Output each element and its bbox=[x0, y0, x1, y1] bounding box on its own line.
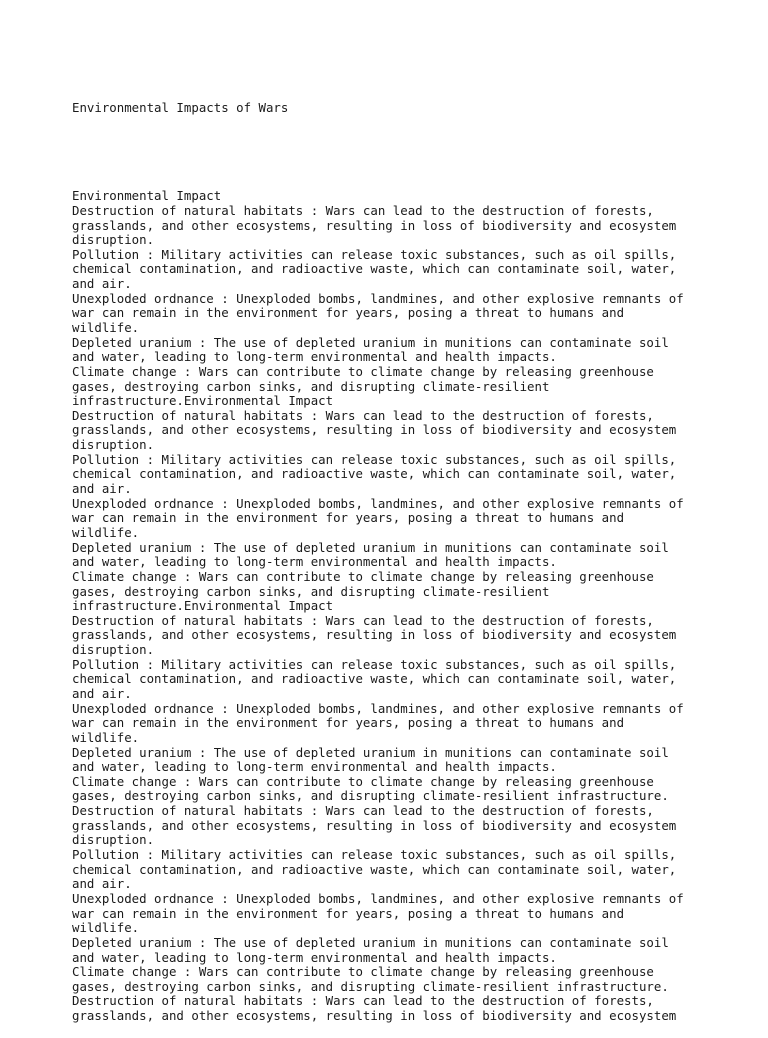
text-line: Pollution : Military activities can release toxic substances, such as oil spills, bbox=[72, 246, 677, 262]
text-line: grasslands, and other ecosystems, resulting in loss of biodiversity and ecosystem bbox=[72, 817, 677, 833]
text-line: gases, destroying carbon sinks, and disrupting climate-resilient bbox=[72, 583, 550, 599]
text-line: and air. bbox=[72, 481, 132, 497]
text-line: chemical contamination, and radioactive waste, which can contaminate soil, water, bbox=[72, 261, 677, 277]
text-line: Depleted uranium : The use of depleted uranium in munitions can contaminate soil bbox=[72, 334, 669, 350]
text-line: Destruction of natural habitats : Wars can lead to the destruction of forests, bbox=[72, 803, 654, 819]
text-line: chemical contamination, and radioactive waste, which can contaminate soil, water, bbox=[72, 671, 677, 687]
text-line: wildlife. bbox=[72, 729, 140, 745]
text-line: chemical contamination, and radioactive waste, which can contaminate soil, water, bbox=[72, 466, 677, 482]
text-line: and water, leading to long-term environmental and health impacts. bbox=[72, 949, 557, 965]
text-line: war can remain in the environment for years, posing a threat to humans and bbox=[72, 715, 625, 731]
document-title: Environmental Impacts of Wars bbox=[72, 100, 289, 116]
text-line: disruption. bbox=[72, 832, 155, 848]
text-line: Environmental Impact bbox=[72, 188, 222, 204]
text-line: Climate change : Wars can contribute to climate change by releasing greenhouse bbox=[72, 568, 654, 584]
text-line: Destruction of natural habitats : Wars can lead to the destruction of forests, bbox=[72, 612, 654, 628]
text-line: grasslands, and other ecosystems, resulting in loss of biodiversity and ecosystem bbox=[72, 627, 677, 643]
text-line: grasslands, and other ecosystems, resulting in loss of biodiversity and ecosystem bbox=[72, 422, 677, 438]
text-line: Unexploded ordnance : Unexploded bombs, landmines, and other explosive remnants of bbox=[72, 290, 684, 306]
text-line: war can remain in the environment for years, posing a threat to humans and bbox=[72, 305, 625, 321]
text-line: Pollution : Military activities can release toxic substances, such as oil spills, bbox=[72, 656, 677, 672]
text-line: war can remain in the environment for years, posing a threat to humans and bbox=[72, 905, 625, 921]
text-line: and air. bbox=[72, 686, 132, 701]
text-line: chemical contamination, and radioactive waste, which can contaminate soil, water, bbox=[72, 861, 677, 877]
text-line: wildlife. bbox=[72, 524, 140, 540]
text-line: and water, leading to long-term environmental and health impacts. bbox=[72, 349, 557, 365]
text-line: Climate change : Wars can contribute to climate change by releasing greenhouse bbox=[72, 773, 654, 789]
text-line: Pollution : Military activities can release toxic substances, such as oil spills, bbox=[72, 847, 677, 863]
text-line: Depleted uranium : The use of depleted uranium in munitions can contaminate soil bbox=[72, 934, 669, 950]
text-line: infrastructure.Environmental Impact bbox=[72, 393, 334, 409]
text-line: gases, destroying carbon sinks, and disrupting climate-resilient bbox=[72, 378, 550, 394]
text-line: wildlife. bbox=[72, 319, 140, 335]
text-line: grasslands, and other ecosystems, resulting in loss of biodiversity and ecosystem bbox=[72, 1008, 677, 1024]
text-line: Depleted uranium : The use of depleted uranium in munitions can contaminate soil bbox=[72, 539, 669, 555]
text-line: Climate change : Wars can contribute to climate change by releasing greenhouse bbox=[72, 964, 654, 980]
text-line: Destruction of natural habitats : Wars can lead to the destruction of forests, bbox=[72, 407, 654, 423]
text-line: and water, leading to long-term environmental and health impacts. bbox=[72, 759, 557, 775]
text-line: Unexploded ordnance : Unexploded bombs, landmines, and other explosive remnants of bbox=[72, 890, 684, 906]
text-line: and air. bbox=[72, 276, 132, 292]
document-body bbox=[72, 189, 712, 1024]
text-line: disruption. bbox=[72, 642, 155, 658]
text-line: Destruction of natural habitats : Wars can lead to the destruction of forests, bbox=[72, 202, 654, 218]
text-line: infrastructure.Environmental Impact bbox=[72, 598, 334, 614]
text-line: Pollution : Military activities can release toxic substances, such as oil spills, bbox=[72, 451, 677, 467]
text-line: Unexploded ordnance : Unexploded bombs, landmines, and other explosive remnants of bbox=[72, 700, 684, 716]
text-line: and air. bbox=[72, 876, 132, 892]
text-line: gases, destroying carbon sinks, and disrupting climate-resilient infrastructure. bbox=[72, 978, 669, 994]
text-line: gases, destroying carbon sinks, and disrupting climate-resilient infrastructure. bbox=[72, 788, 669, 804]
text-line: Destruction of natural habitats : Wars can lead to the destruction of forests, bbox=[72, 993, 654, 1009]
blank-line bbox=[72, 145, 712, 160]
text-line: Unexploded ordnance : Unexploded bombs, landmines, and other explosive remnants of bbox=[72, 495, 684, 511]
text-line: Climate change : Wars can contribute to climate change by releasing greenhouse bbox=[72, 363, 654, 379]
document-page bbox=[72, 72, 712, 1038]
text-line: grasslands, and other ecosystems, resulting in loss of biodiversity and ecosystem bbox=[72, 217, 677, 233]
text-line: wildlife. bbox=[72, 920, 140, 936]
text-line: Depleted uranium : The use of depleted uranium in munitions can contaminate soil bbox=[72, 744, 669, 760]
text-line: disruption. bbox=[72, 232, 155, 248]
text-line: disruption. bbox=[72, 437, 155, 453]
text-line: and water, leading to long-term environmental and health impacts. bbox=[72, 554, 557, 570]
text-line: war can remain in the environment for years, posing a threat to humans and bbox=[72, 510, 625, 526]
